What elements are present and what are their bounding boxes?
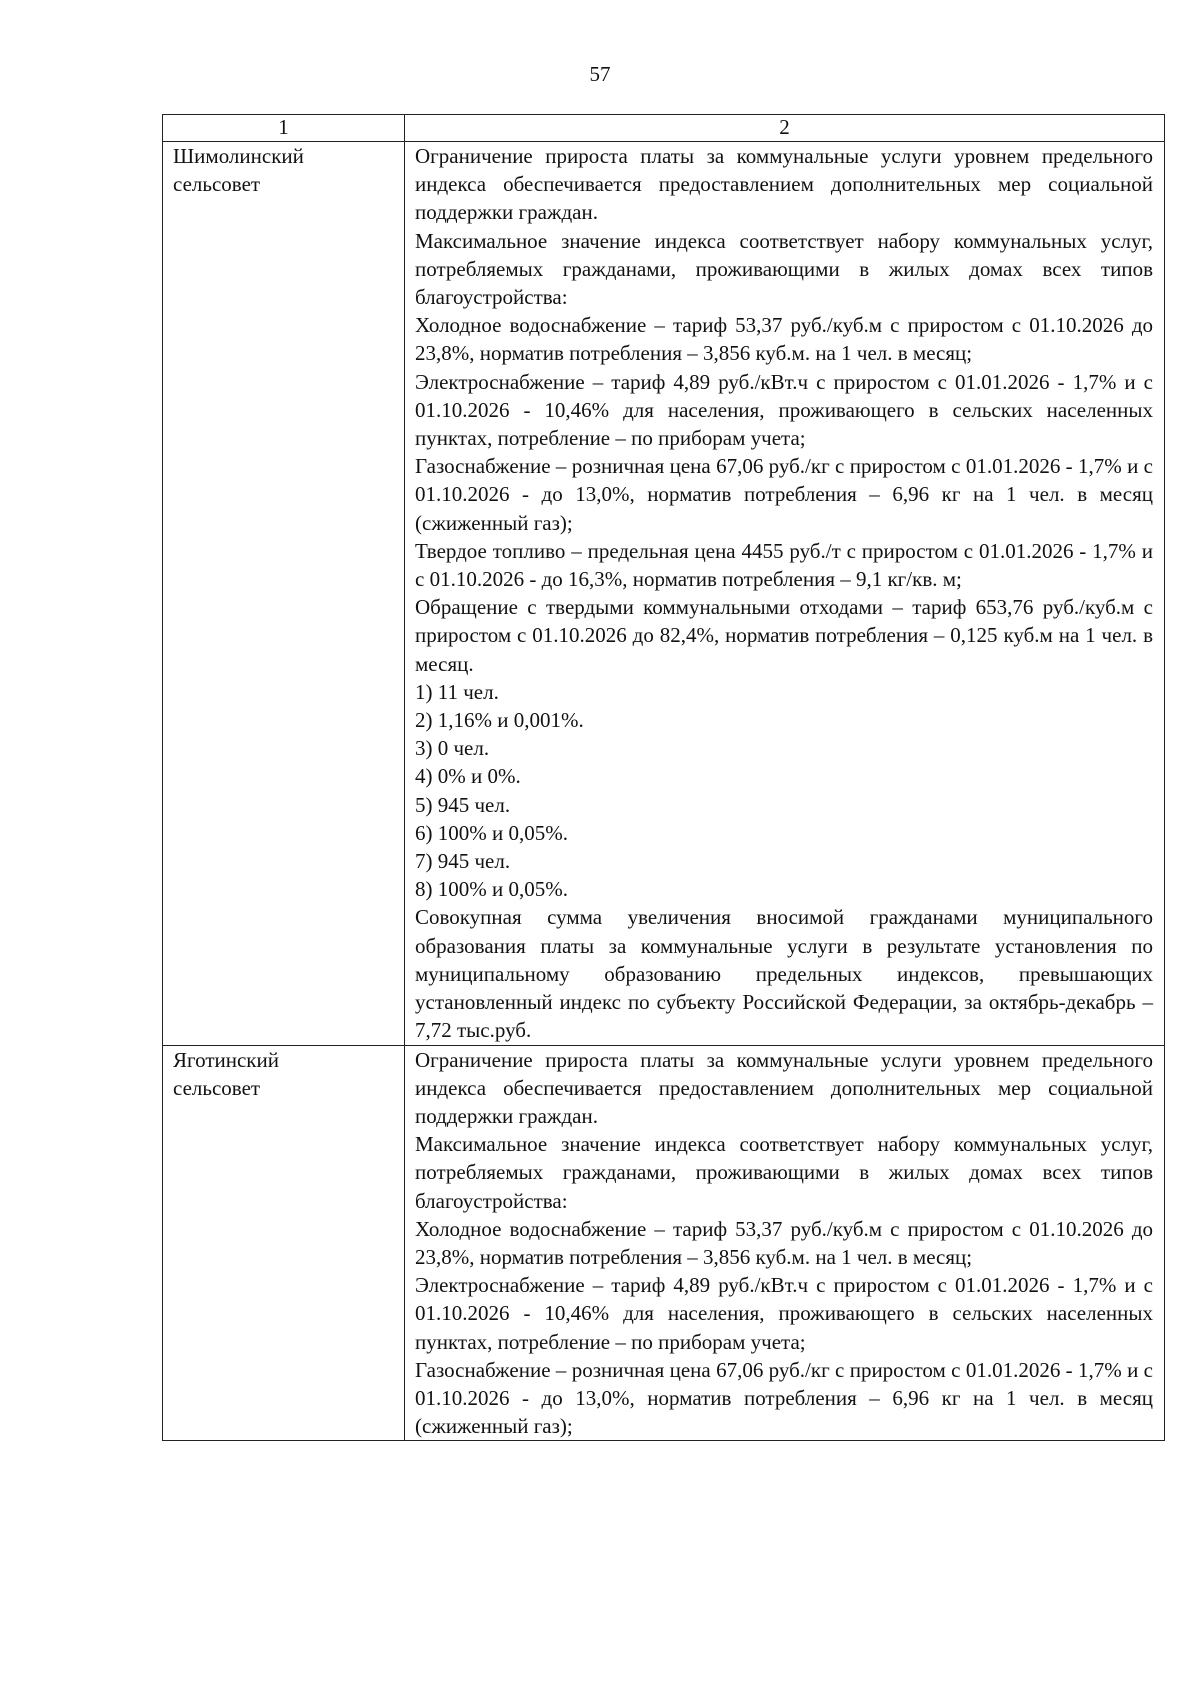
list-item: 5) 945 чел. <box>415 792 511 817</box>
table-row <box>163 142 1165 1046</box>
municipality-name-line: Шимолинский <box>173 144 304 168</box>
list-item: 4) 0% и 0%. <box>415 764 521 789</box>
paragraph: Ограничение прироста платы за коммунальные услуги уровнем предельного индекса обеспечивается предоставлением дополнительных мер социальной поддержки граждан. <box>415 144 1153 225</box>
paragraph: Обращение с твердыми коммунальными отходами – тариф 653,76 руб./куб.м с приростом с 01.10.2026 до 82,4%, норматив потребления – 0,125 куб.м на 1 чел. в месяц. <box>415 595 1153 676</box>
list-item: 7) 945 чел. <box>415 849 511 874</box>
paragraph: Газоснабжение – розничная цена 67,06 руб./кг с приростом с 01.01.2026 - 1,7% и с 01.10.2026 - до 13,0%, норматив потребления – 6,96 кг на 1 чел. в месяц (сжиженный газ); <box>415 454 1153 535</box>
paragraph: Электроснабжение – тариф 4,89 руб./кВт.ч с приростом с 01.01.2026 - 1,7% и с 01.10.2026 - 10,46% для населения, проживающего в сельских населенных пунктах, потребление – по приборам учета; <box>415 1273 1153 1354</box>
paragraph: Максимальное значение индекса соответствует набору коммунальных услуг, потребляемых гражданами, проживающими в жилых домах всех типов благоустройства: <box>415 228 1153 310</box>
table-row <box>163 1045 1165 1441</box>
list-item: 1) 11 чел. <box>415 679 499 704</box>
paragraph: Электроснабжение – тариф 4,89 руб./кВт.ч с приростом с 01.01.2026 - 1,7% и с 01.10.2026 - 10,46% для населения, проживающего в сельских населенных пунктах, потребление – по приборам учета; <box>415 369 1153 451</box>
list-item: 8) 100% и 0,05%. <box>415 877 568 902</box>
column-header-1: 1 <box>163 115 405 142</box>
paragraph: Холодное водоснабжение – тариф 53,37 руб./куб.м с приростом с 01.10.2026 до 23,8%, норматив потребления – 3,856 куб.м. на 1 чел. в месяц; <box>415 313 1153 366</box>
paragraph: Ограничение прироста платы за коммунальные услуги уровнем предельного индекса обеспечивается предоставлением дополнительных мер социальной поддержки граждан. <box>415 1047 1153 1128</box>
measures-text-cell <box>405 1045 1165 1441</box>
municipality-name-line: сельсовет <box>173 172 261 197</box>
municipality-name-line: сельсовет <box>173 1075 261 1100</box>
table-header-row <box>163 115 1165 142</box>
column-header-2: 2 <box>405 115 1165 142</box>
paragraph: Твердое топливо – предельная цена 4455 руб./т с приростом с 01.01.2026 - 1,7% и с 01.10.2026 - до 16,3%, норматив потребления – 9,1 кг/кв. м; <box>415 538 1153 592</box>
municipality-name-cell <box>163 1045 405 1441</box>
measures-table <box>162 114 1165 1441</box>
measures-text-cell <box>405 142 1165 1046</box>
list-item: 3) 0 чел. <box>415 736 490 761</box>
paragraph: Холодное водоснабжение – тариф 53,37 руб./куб.м с приростом с 01.10.2026 до 23,8%, норматив потребления – 3,856 куб.м. на 1 чел. в месяц; <box>415 1216 1153 1269</box>
paragraph: Газоснабжение – розничная цена 67,06 руб./кг с приростом с 01.01.2026 - 1,7% и с 01.10.2026 - до 13,0%, норматив потребления – 6,96 кг на 1 чел. в месяц (сжиженный газ); <box>415 1357 1153 1439</box>
page-number: 57 <box>589 62 611 86</box>
list-item: 6) 100% и 0,05%. <box>415 820 568 845</box>
paragraph: Максимальное значение индекса соответствует набору коммунальных услуг, потребляемых гражданами, проживающими в жилых домах всех типов благоустройства: <box>415 1132 1153 1213</box>
list-item: 2) 1,16% и 0,001%. <box>415 708 584 733</box>
municipality-name-line: Яготинский <box>173 1047 279 1072</box>
paragraph: Совокупная сумма увеличения вносимой гражданами муниципального образования платы за коммунальные услуги в результате установления по муниципальному образованию предельных индексов, превышающих установленный индекс по субъекту Российской Федерации, за октябрь-декабрь – 7,72 тыс.руб. <box>415 905 1153 1043</box>
municipality-name-cell <box>163 142 405 1046</box>
